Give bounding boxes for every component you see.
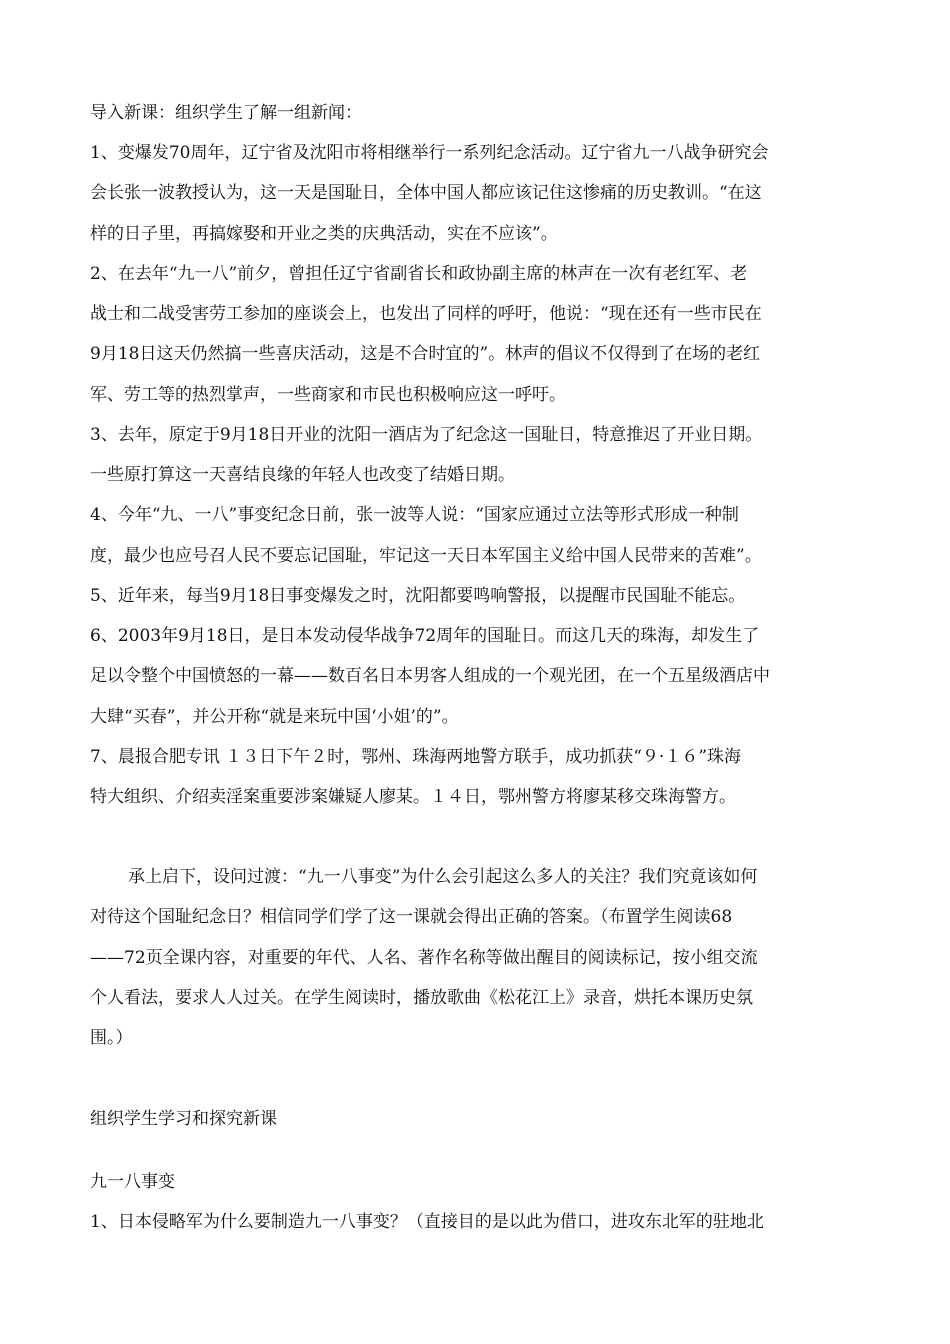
news-item-5-line-1: 5、近年来，每当9月18日事变爆发之时，沈阳都要鸣响警报，以提醒市民国耻不能忘。 <box>90 586 746 606</box>
news-item-6-line-1: 6、2003年9月18日，是日本发动侵华战争72周年的国耻日。而这几天的珠海，却发生了 <box>90 626 760 646</box>
transition-paragraph-line-2: 对待这个国耻纪念日？相信同学们学了这一课就会得出正确的答案。（布置学生阅读68 <box>90 907 733 927</box>
subsection-heading: 九一八事变 <box>90 1172 175 1192</box>
transition-paragraph-line-3: ——72页全课内容，对重要的年代、人名、著作名称等做出醒目的阅读标记，按小组交流 <box>90 948 758 968</box>
question-1-line-1: 1、日本侵略军为什么要制造九一八事变？（直接目的是以此为借口，进攻东北军的驻地北 <box>90 1212 764 1232</box>
transition-paragraph-line-1: 承上启下，设问过渡：“九一八事变”为什么会引起这么多人的关注？我们究竟该如何 <box>128 867 758 887</box>
news-item-1-line-2: 会长张一波教授认为，这一天是国耻日，全体中国人都应该记住这惨痛的历史教训。“在这 <box>90 183 762 203</box>
news-item-2-line-4: 军、劳工等的热烈掌声，一些商家和市民也积极响应这一呼吁。 <box>90 385 566 405</box>
intro-heading: 导入新课：组织学生了解一组新闻： <box>90 103 362 123</box>
news-item-1-line-1: 1、变爆发70周年，辽宁省及沈阳市将相继举行一系列纪念活动。辽宁省九一八战争研究会 <box>90 143 769 163</box>
news-item-2-line-2: 战士和二战受害劳工参加的座谈会上，也发出了同样的呼吁，他说：“现在还有一些市民在 <box>90 304 762 324</box>
news-item-2-line-1: 2、在去年“九一八”前夕，曾担任辽宁省副省长和政协副主席的林声在一次有老红军、老 <box>90 264 748 284</box>
section-heading: 组织学生学习和探究新课 <box>90 1109 277 1129</box>
news-item-3-line-1: 3、去年，原定于9月18日开业的沈阳一酒店为了纪念这一国耻日，特意推迟了开业日期。 <box>90 425 763 445</box>
news-item-4-line-1: 4、今年“九、一八”事变纪念日前，张一波等人说：“国家应通过立法等形式形成一种制 <box>90 505 739 525</box>
transition-paragraph-line-4: 个人看法，要求人人过关。在学生阅读时，播放歌曲《松花江上》录音，烘托本课历史氛 <box>90 988 753 1008</box>
news-item-3-line-2: 一些原打算这一天喜结良缘的年轻人也改变了结婚日期。 <box>90 465 515 485</box>
news-item-2-line-3: 9月18日这天仍然搞一些喜庆活动，这是不合时宜的”。林声的倡议不仅得到了在场的老红 <box>90 344 761 364</box>
news-item-6-line-3: 大肆“买春”，并公开称“就是来玩中国‘小姐’的”。 <box>90 707 459 727</box>
news-item-7-line-1: 7、晨报合肥专讯 １３日下午２时，鄂州、珠海两地警方联手，成功抓获“９·１６”珠海 <box>90 747 742 767</box>
news-item-4-line-2: 度，最少也应号召人民不要忘记国耻，牢记这一天日本军国主义给中国人民带来的苦难”。 <box>90 546 762 566</box>
news-item-6-line-2: 足以令整个中国愤怒的一幕——数百名日本男客人组成的一个观光团，在一个五星级酒店中 <box>90 666 770 686</box>
news-item-1-line-3: 样的日子里，再搞嫁娶和开业之类的庆典活动，实在不应该”。 <box>90 224 558 244</box>
transition-paragraph-line-5: 围。） <box>90 1028 133 1048</box>
news-item-7-line-2: 特大组织、介绍卖淫案重要涉案嫌疑人廖某。１４日，鄂州警方将廖某移交珠海警方。 <box>90 787 736 807</box>
